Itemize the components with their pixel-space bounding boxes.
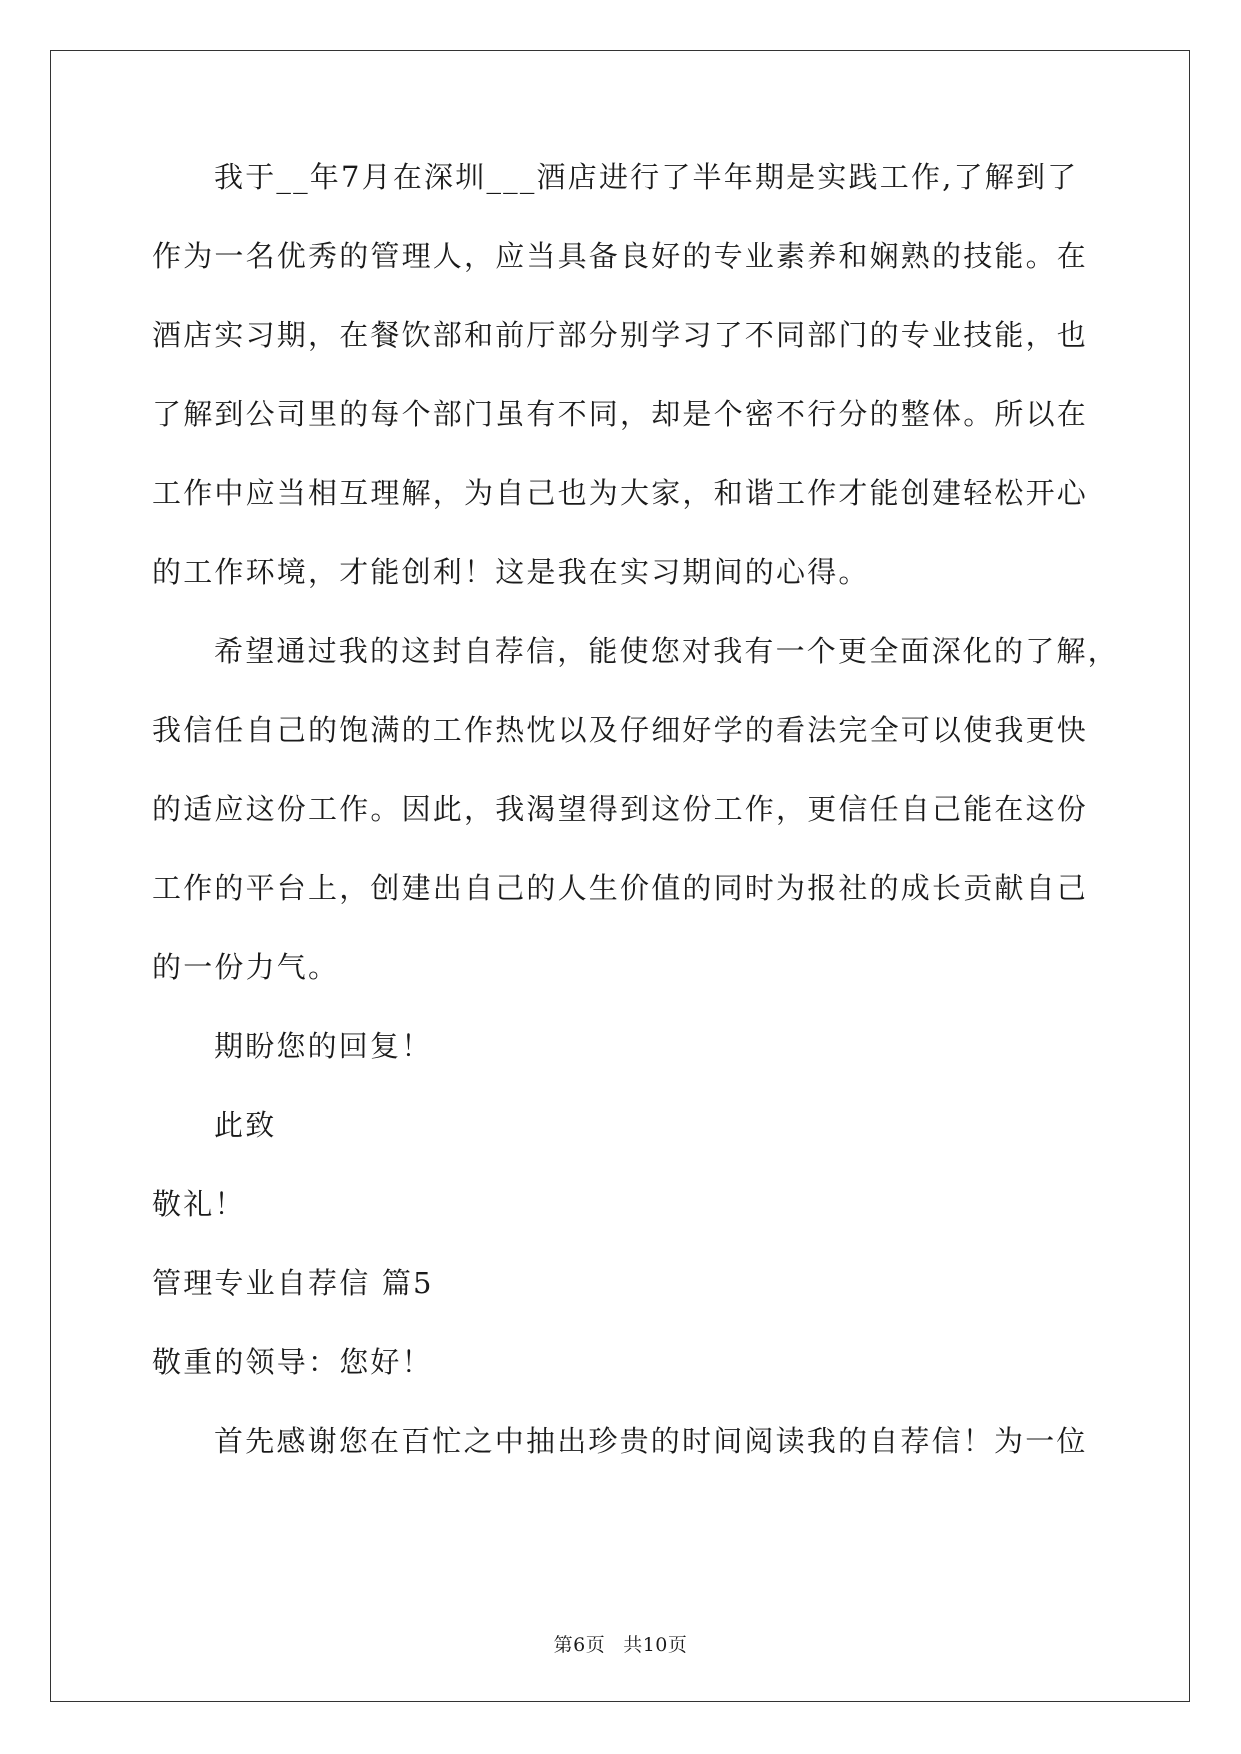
text-line: 酒店实习期，在餐饮部和前厅部分别学习了不同部门的专业技能，也	[152, 318, 1089, 352]
text-line: 的工作环境，才能创利！这是我在实习期间的心得。	[152, 555, 870, 589]
salutation: 敬重的领导：您好！	[152, 1345, 433, 1379]
text-line: 工作的平台上，创建出自己的人生价值的同时为报社的成长贡献自己	[152, 871, 1089, 905]
page-total: 共10页	[623, 1634, 688, 1656]
text-line: 此致	[214, 1108, 277, 1142]
text-line: 首先感谢您在百忙之中抽出珍贵的时间阅读我的自荐信！为一位	[214, 1424, 1088, 1458]
text-line: 的适应这份工作。因此，我渴望得到这份工作，更信任自己能在这份	[152, 792, 1089, 826]
text-line: 的一份力气。	[152, 950, 340, 984]
text-line: 敬礼！	[152, 1187, 246, 1221]
text-line: 了解到公司里的每个部门虽有不同，却是个密不行分的整体。所以在	[152, 397, 1089, 431]
text-line: 作为一名优秀的管理人，应当具备良好的专业素养和娴熟的技能。在	[152, 239, 1089, 273]
section-heading: 管理专业自荐信 篇5	[152, 1266, 434, 1300]
text-line: 期盼您的回复！	[214, 1029, 433, 1063]
text-line: 工作中应当相互理解，为自己也为大家，和谐工作才能创建轻松开心	[152, 476, 1089, 510]
text-line: 我于__年7月在深圳___酒店进行了半年期是实践工作,了解到了	[214, 160, 1079, 194]
page-footer	[0, 1633, 1241, 1657]
text-line: 我信任自己的饱满的工作热忱以及仔细好学的看法完全可以使我更快	[152, 713, 1089, 747]
document-body	[152, 160, 1119, 1503]
page-number: 第6页	[553, 1634, 606, 1656]
text-line: 希望通过我的这封自荐信，能使您对我有一个更全面深化的了解，	[214, 634, 1119, 668]
